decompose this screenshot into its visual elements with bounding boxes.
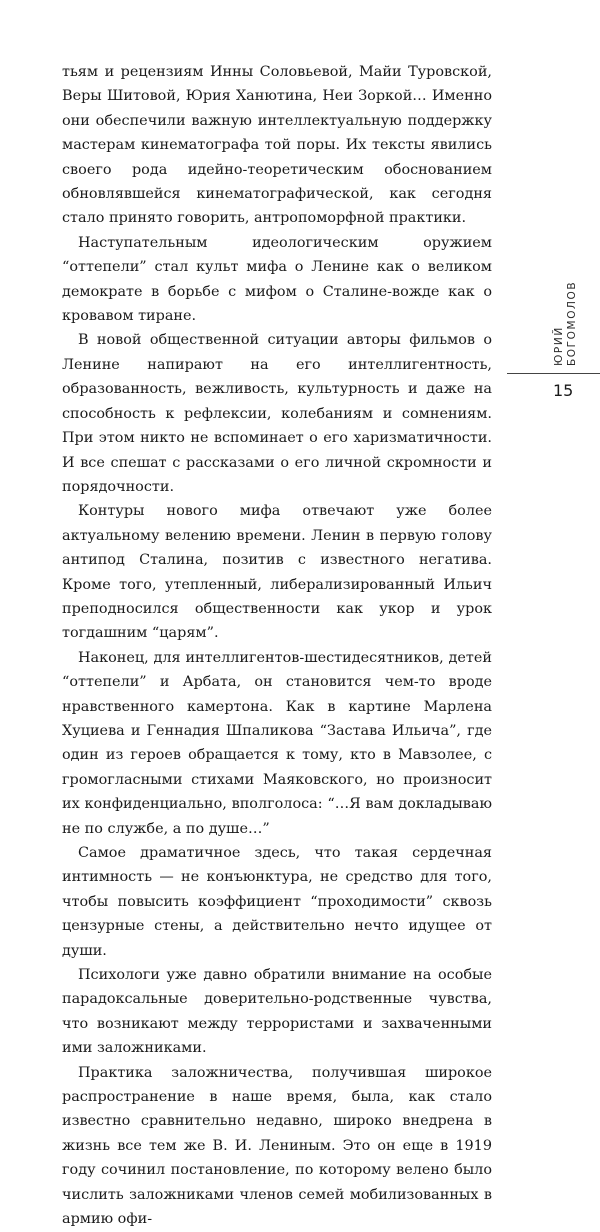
body-text xyxy=(62,60,492,1232)
author-last-name: БОГОМОЛОВ xyxy=(566,280,578,366)
page-number: 15 xyxy=(553,381,574,400)
paragraph: Контуры нового мифа отвечают уже более актуальному велению времени. Ленин в первую голову антипод Сталина, позитив с известного негатива. Кроме того, утепленный, либерализированный Ильич преподносился общественности как укор и урок тогдашним “царям”. xyxy=(62,503,492,642)
paragraph: Наконец, для интеллигентов-шестидесятников, детей “оттепели” и Арбата, он становится чем-то вроде нравственного камертона. Как в картине Марлена Хуциева и Геннадия Шпаликова “Застава Ильича”, где один из героев обращается к тому, кто в Мавзолее, с громогласными стихами Маяковского, но произносит их конфиденциально, вполголоса: “…Я вам докладываю не по службе, а по душе…” xyxy=(62,649,492,837)
running-author xyxy=(553,226,583,366)
paragraph: В новой общественной ситуации авторы фильмов о Ленине напирают на его интеллигентность, образованность, вежливость, культурность и даже на способность к рефлексии, колебаниям и сомнениям. При этом никто не вспоминает о его харизматичности. И все спешат с рассказами о его личной скромности и порядочности. xyxy=(62,332,492,495)
paragraph: Самое драматичное здесь, что такая сердечная интимность — не конъюнктура, не средство для того, чтобы повысить коэффициент “проходимости” сквозь цензурные стены, а действительно нечто идущее от души. xyxy=(62,845,492,959)
author-first-name: ЮРИЙ xyxy=(553,326,565,366)
paragraph: Психологи уже давно обратили внимание на особые парадоксальные доверительно-родственные чувства, что возникают между террористами и захваченными ими заложниками. xyxy=(62,967,492,1057)
margin-divider xyxy=(507,373,600,374)
paragraph: Практика заложничества, получившая широкое распространение в наше время, была, как стало известно сравнительно недавно, широко внедрена в жизнь все тем же В. И. Лениным. Это он еще в 1919 году сочинил постановление, по которому велено было числить заложниками членов семей мобилизованных в армию офи- xyxy=(62,1064,492,1228)
paragraph: тьям и рецензиям Инны Соловьевой, Майи Туровской, Веры Шитовой, Юрия Ханютина, Неи Зоркой… Именно они обеспечили важную интеллектуальную поддержку мастерам кинематографа той поры. Их тексты явились своего рода идейно-теоретическим обоснованием обновлявшейся кинематографической, как сегодня стало принято говорить, антропоморфной практики. xyxy=(62,64,492,227)
paragraph: Наступательным идеологическим оружием “оттепели” стал культ мифа о Ленине как о великом демократе в борьбе с мифом о Сталине-вожде как о кровавом тиране. xyxy=(62,234,492,325)
